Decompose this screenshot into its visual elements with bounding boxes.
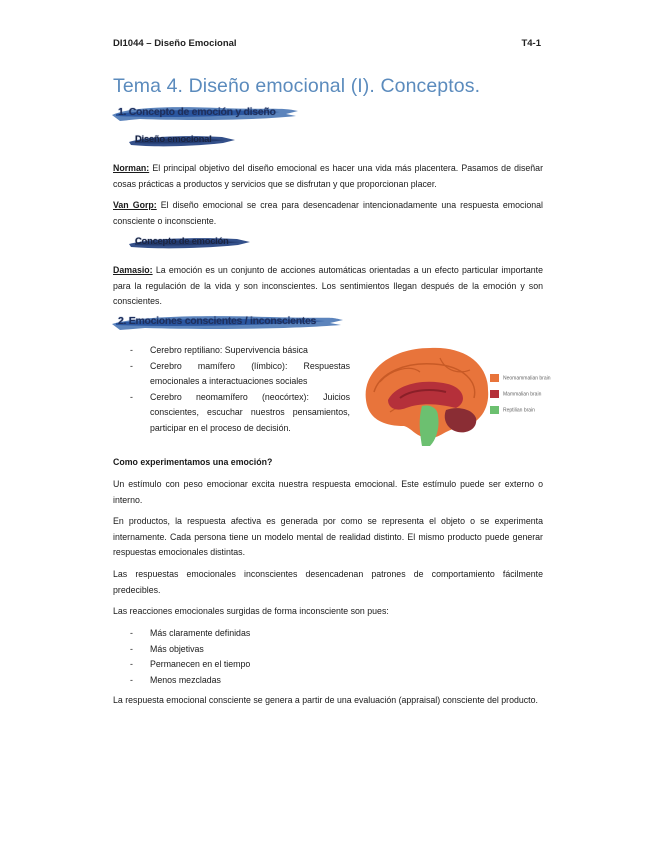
subheading-concepto-emocion-text: Concepto de emoción	[135, 236, 229, 247]
list-item: - Permanecen en el tiempo	[130, 657, 430, 673]
subheading-diseno-emocional-text: Diseño emocional	[135, 134, 212, 145]
paragraph-estimulo: Un estímulo con peso emocionar excita nuestra respuesta emocional. Este estímulo puede ser externo o interno.	[113, 479, 543, 505]
section-heading-1	[110, 103, 300, 123]
list-item: - Menos mezcladas	[130, 673, 430, 689]
section-heading-1-text: 1. Concepto de emoción y diseño	[118, 106, 276, 118]
question-heading: Como experimentamos una emoción?	[113, 457, 273, 467]
list-item: - Más objetivas	[130, 642, 430, 658]
list-item: - Cerebro reptiliano: Supervivencia básica	[130, 343, 350, 359]
legend-swatch	[490, 406, 499, 414]
reaction-list	[130, 626, 430, 688]
paragraph-respuesta-consciente: La respuesta emocional consciente se genera a partir de una evaluación (appraisal) consciente del producto.	[113, 695, 538, 705]
section-heading-2	[110, 312, 345, 332]
author-norman: Norman:	[113, 163, 150, 173]
subheading-diseno-emocional	[127, 131, 237, 151]
section-heading-2-text: 2. Emociones conscientes / inconscientes	[118, 315, 317, 327]
legend-label: Mammalian brain	[503, 391, 542, 398]
author-van-gorp: Van Gorp:	[113, 200, 157, 210]
legend-label: Reptilian brain	[503, 407, 535, 414]
header-course: DI1044 – Diseño Emocional	[113, 38, 237, 49]
legend-swatch	[490, 374, 499, 382]
brain-list	[130, 343, 350, 436]
legend-neomammalian	[490, 374, 551, 382]
paragraph-reacciones: Las reacciones emocionales surgidas de forma inconsciente son pues:	[113, 606, 389, 616]
author-damasio: Damasio:	[113, 265, 153, 275]
legend-reptilian	[490, 406, 535, 414]
paragraph-respuestas-inconscientes: Las respuestas emocionales inconscientes desencadenan patrones de comportamiento fácilmente predecibles.	[113, 569, 543, 595]
subheading-concepto-emocion	[127, 233, 252, 253]
legend-mammalian	[490, 390, 541, 398]
paragraph-van-gorp	[113, 198, 543, 229]
paragraph-damasio-text: La emoción es un conjunto de acciones automáticas orientadas a un efecto particular importante para la regulación de la vida y son inconscientes. Los sentimientos llegan después de la emoción y son conscientes.	[113, 265, 543, 306]
list-item: - Cerebro mamífero (límbico): Respuestas emocionales a interactuaciones sociales	[130, 359, 350, 390]
legend-label: Neomammalian brain	[503, 375, 551, 382]
legend-swatch	[490, 390, 499, 398]
list-item: - Cerebro neomamífero (neocórtex): Juicios conscientes, escuchar nuestros pensamientos, participar en el proceso de decisión.	[130, 390, 350, 437]
paragraph-damasio	[113, 263, 543, 310]
paragraph-norman	[113, 161, 543, 192]
paragraph-productos: En productos, la respuesta afectiva es generada por como se representa el objeto o se experimenta internamente. Cada persona tiene un modelo mental de realidad distinto. El mismo producto puede generar respuestas emocionales distintas.	[113, 516, 543, 557]
page-title: Tema 4. Diseño emocional (I). Conceptos.	[113, 75, 481, 97]
header-page-number: T4-1	[521, 38, 541, 49]
paragraph-van-gorp-text: El diseño emocional se crea para desencadenar intencionadamente una respuesta emocional consciente o inconsciente.	[113, 200, 543, 226]
paragraph-norman-text: El principal objetivo del diseño emocional es hacer una vida más placentera. Pasamos de diseñar cosas prácticas a productos y servicios que se disfrutan y que proporcionan placer.	[113, 163, 543, 189]
list-item: - Más claramente definidas	[130, 626, 430, 642]
